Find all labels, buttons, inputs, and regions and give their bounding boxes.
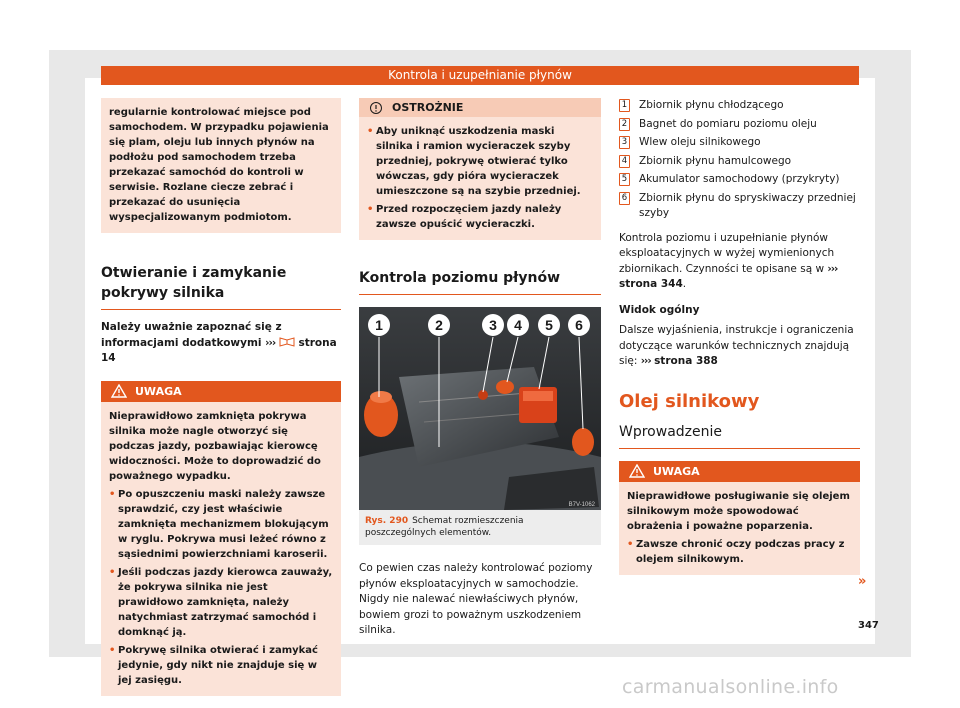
notice-header: OSTROŻNIE: [359, 98, 601, 117]
hood-heading: Otwieranie i zamykanie pokrywy silnika: [101, 263, 341, 310]
list-item: 6 Zbiornik płynu do spryskiwaczy przedniej szyby: [619, 191, 860, 222]
page-number: 347: [858, 620, 879, 631]
intro-box-text: regularnie kontrolować miejsce pod samochodem. W przypadku pojawienia się plam, oleju lub innych płynów na podłożu pod samochodem trzeba przekazać samochód do kontroli w serwisie. Rozlane ciecze zebrać i przekazać do usunięcia wyspecjalizowanym podmiotom.: [109, 107, 329, 223]
engine-figure: [359, 307, 601, 545]
fluids-body: Co pewien czas należy kontrolować poziomy płynów eksploatacyjnych w samochodzie. Nigdy nie nalewać niewłaściwych płynów, bowiem grozi to poważnym uszkodzeniem silnika.: [359, 562, 593, 636]
list-item: 5 Akumulator samochodowy (przykryty): [619, 172, 860, 188]
warning-book-icon: [279, 336, 295, 347]
figure-caption: Rys. 290 Schemat rozmieszczenia poszczególnych elementów.: [365, 516, 524, 538]
figure-label: 5: [545, 317, 553, 333]
figure-label: 1: [375, 317, 383, 333]
column-middle: [359, 98, 601, 639]
list-item: 4 Zbiornik płynu hamulcowego: [619, 154, 860, 170]
hood-warning-body: Nieprawidłowo zamknięta pokrywa silnika może nagle otworzyć się podczas jazdy, pozbawiając kierowcę widoczności. Może to doprowadzić do poważnego wypadku. • Po opuszczeniu maski należy zawsze sprawdzić, czy jest właściwie zamknięta mechanizmem blokującym w ryglu. Pokrywa musi leżeć równo z sąsiednimi powierzchniami karoserii. • Jeśli podczas jazdy kierowca zauważy, że pokrywa silnika nie jest prawidłowo zamknięta, należy natychmiast zatrzymać samochód i domknąć ją. • Pokrywę silnika otwierać i zamykać jedynie, gdy nikt nie znajduje się w jej zasięgu.: [101, 402, 341, 696]
hood-page-link[interactable]: strona 14: [101, 336, 337, 364]
intro-box: [101, 98, 341, 233]
column-left: [101, 98, 341, 696]
fluids-heading: Kontrola poziomu płynów: [359, 268, 601, 295]
warning-triangle-icon: [629, 464, 645, 478]
list-item: • Zawsze chronić oczy podczas pracy z olejem silnikowym.: [627, 537, 852, 567]
list-item: • Po opuszczeniu maski należy zawsze sprawdzić, czy jest właściwie zamknięta mechanizmem blokującym w ryglu. Pokrywa musi leżeć równo z sąsiednimi powierzchniami karoserii.: [109, 487, 333, 562]
list-item: 2 Bagnet do pomiaru poziomu oleju: [619, 117, 860, 133]
component-list: [619, 98, 860, 222]
list-item: 1 Zbiornik płynu chłodzącego: [619, 98, 860, 114]
oil-subheading: Wprowadzenie: [619, 422, 860, 449]
tech-page-link[interactable]: strona 388: [654, 355, 718, 367]
list-item: • Aby uniknąć uszkodzenia maski silnika i ramion wycieraczek szyby przedniej, pokrywę otwierać tylko wówczas, gdy pióra wycieraczek umieszczone są na szybie przedniej.: [367, 124, 593, 199]
list-item: 3 Wlew oleju silnikowego: [619, 135, 860, 151]
continue-mark: »: [858, 574, 867, 589]
figure-label: 2: [435, 317, 443, 333]
column-right: [619, 98, 860, 575]
overview-text: Dalsze wyjaśnienia, instrukcje i ograniczenia dotyczące warunków technicznych znajdują się: ››› strona 388: [619, 324, 854, 367]
hood-warning-header: UWAGA: [101, 381, 341, 402]
list-item: • Przed rozpoczęciem jazdy należy zawsze opuścić wycieraczki.: [367, 202, 593, 232]
info-circle-icon: [368, 101, 384, 115]
notice-body: [359, 117, 601, 240]
oil-warning-header: UWAGA: [619, 461, 860, 482]
list-item: • Pokrywę silnika otwierać i zamykać jedynie, gdy nikt nie znajduje się w jej zasięgu.: [109, 643, 333, 688]
fluids-page-link[interactable]: strona 344: [619, 278, 683, 290]
oil-warning-box: [619, 461, 860, 575]
figure-label: 4: [514, 317, 522, 333]
engine-bay-image: [359, 307, 601, 510]
hood-intro: Należy uważnie zapoznać się z informacjami dodatkowymi ››› strona 14: [101, 321, 337, 364]
figure-code: B7V-1062: [568, 502, 595, 508]
oil-heading: Olej silnikowy: [619, 390, 760, 412]
oil-warning-body: Nieprawidłowe posługiwanie się olejem silnikowym może spowodować obrażenia i poważne poparzenia. • Zawsze chronić oczy podczas pracy z olejem silnikowym.: [619, 482, 860, 575]
watermark: carmanualsonline.info: [622, 676, 839, 698]
overview-title: Widok ogólny: [619, 303, 700, 316]
figure-label: 6: [575, 317, 583, 333]
figure-label: 3: [489, 317, 497, 333]
notice-box: [359, 98, 601, 240]
fluids-check-text: Kontrola poziomu i uzupełnianie płynów eksploatacyjnych w wyżej wymienionych zbiornikach. Czynności te opisane są w ››› strona 344.: [619, 231, 838, 290]
list-item: • Jeśli podczas jazdy kierowca zauważy, że pokrywa silnika nie jest prawidłowo zamknięta, należy natychmiast zatrzymać samochód i domknąć ją.: [109, 565, 333, 640]
hood-warning-box: [101, 381, 341, 696]
page-header: Kontrola i uzupełnianie płynów: [101, 66, 859, 85]
warning-triangle-icon: [111, 384, 127, 398]
